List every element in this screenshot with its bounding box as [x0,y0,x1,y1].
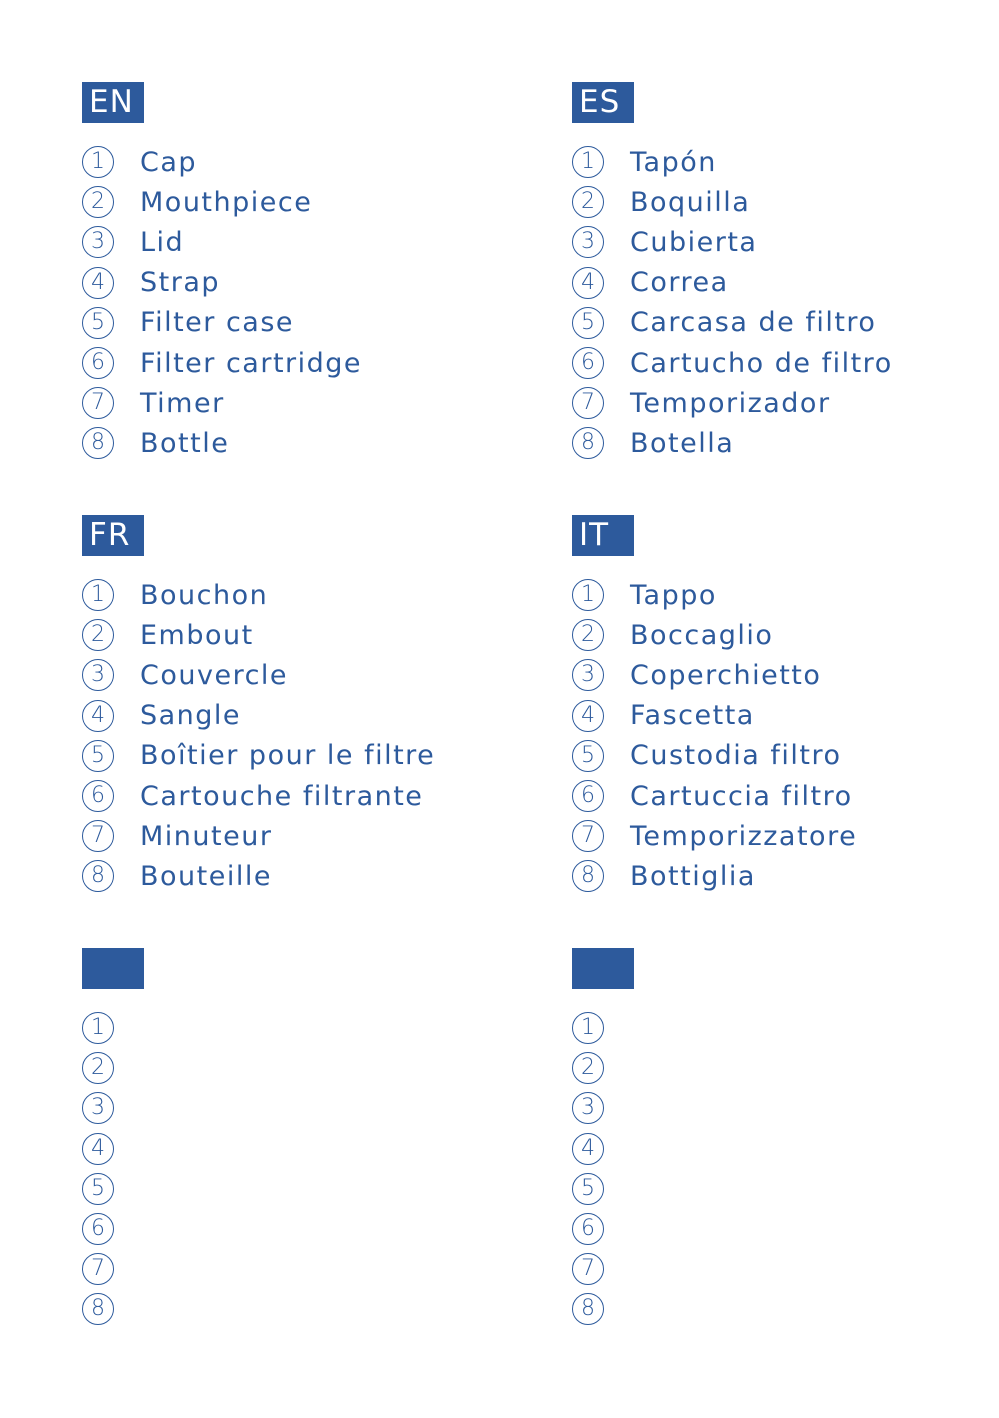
number-circle-icon: 5 [572,307,604,339]
number-circle-icon: 5 [572,1173,604,1205]
part-label: Coperchietto [630,659,822,691]
part-label: Boîtier pour le filtre [140,740,436,772]
list-item [572,736,857,776]
number-circle-icon: 3 [572,226,604,258]
number-circle-icon: 2 [82,619,114,651]
list-item [572,1008,630,1048]
language-badge [82,948,144,989]
language-badge: IT [572,515,634,556]
number-circle-icon: 8 [572,860,604,892]
part-label: Strap [140,267,221,299]
number-circle-icon: 2 [572,186,604,218]
number-circle-icon: 2 [572,619,604,651]
part-label: Filter cartridge [140,347,363,379]
number-circle-icon: 6 [572,347,604,379]
list-item [82,736,435,776]
number-circle-icon: 2 [82,186,114,218]
number-circle-icon: 6 [572,780,604,812]
list-item [572,423,893,463]
list-item [82,423,362,463]
number-circle-icon: 7 [572,820,604,852]
list-item [82,383,362,423]
list-item [572,263,893,303]
number-circle-icon: 4 [82,700,114,732]
number-circle-icon: 7 [82,387,114,419]
list-item [82,343,362,383]
number-circle-icon: 3 [82,1092,114,1124]
part-label: Embout [140,619,254,651]
part-label: Temporizzatore [630,820,858,852]
list-item [82,615,435,655]
list-item [572,343,893,383]
list-item [82,1289,140,1329]
part-label: Botella [630,427,735,459]
number-circle-icon: 5 [82,307,114,339]
parts-list [572,142,893,464]
number-circle-icon: 1 [572,146,604,178]
language-badge: ES [572,82,634,123]
part-label: Custodia filtro [630,740,842,772]
part-label: Timer [140,387,225,419]
part-label: Filter case [140,307,295,339]
number-circle-icon: 3 [572,1092,604,1124]
list-item [572,1169,630,1209]
part-label: Bouteille [140,860,272,892]
list-item [82,142,362,182]
list-item [82,303,362,343]
part-label: Bouchon [140,579,269,611]
number-circle-icon: 5 [572,740,604,772]
list-item [82,856,435,896]
list-item [82,655,435,695]
parts-list [82,575,435,897]
language-badge [572,948,634,989]
number-circle-icon: 1 [82,1012,114,1044]
list-item [82,1169,140,1209]
parts-list [572,1008,630,1330]
list-item [572,615,857,655]
number-circle-icon: 7 [572,387,604,419]
part-label: Minuteur [140,820,273,852]
part-label: Temporizador [630,387,831,419]
number-circle-icon: 6 [82,780,114,812]
list-item [82,816,435,856]
part-label: Lid [140,226,185,258]
number-circle-icon: 1 [82,146,114,178]
part-label: Mouthpiece [140,186,313,218]
list-item [572,1129,630,1169]
part-label: Sangle [140,700,242,732]
list-item [82,1129,140,1169]
list-item [82,222,362,262]
list-item [82,1088,140,1128]
number-circle-icon: 6 [572,1213,604,1245]
number-circle-icon: 1 [572,1012,604,1044]
part-label: Fascetta [630,700,755,732]
part-label: Bottle [140,427,230,459]
number-circle-icon: 1 [572,579,604,611]
parts-list [82,142,362,464]
list-item [82,1249,140,1289]
parts-list [572,575,857,897]
list-item [572,1048,630,1088]
list-item [82,776,435,816]
language-badge: FR [82,515,144,556]
part-label: Bottiglia [630,860,756,892]
number-circle-icon: 3 [82,226,114,258]
list-item [572,222,893,262]
number-circle-icon: 2 [82,1052,114,1084]
list-item [572,1289,630,1329]
number-circle-icon: 8 [572,427,604,459]
number-circle-icon: 2 [572,1052,604,1084]
number-circle-icon: 4 [572,700,604,732]
list-item [572,182,893,222]
part-label: Tapón [630,146,717,178]
list-item [572,655,857,695]
list-item [572,383,893,423]
list-item [572,142,893,182]
number-circle-icon: 6 [82,347,114,379]
part-label: Cartucho de filtro [630,347,893,379]
list-item [572,1209,630,1249]
number-circle-icon: 8 [82,427,114,459]
list-item [82,182,362,222]
part-label: Carcasa de filtro [630,307,877,339]
list-item [572,696,857,736]
number-circle-icon: 3 [82,659,114,691]
parts-list [82,1008,140,1330]
number-circle-icon: 7 [82,1253,114,1285]
number-circle-icon: 8 [82,1293,114,1325]
list-item [82,575,435,615]
list-item [82,1008,140,1048]
number-circle-icon: 5 [82,740,114,772]
list-item [82,1209,140,1249]
number-circle-icon: 1 [82,579,114,611]
number-circle-icon: 4 [82,267,114,299]
part-label: Boccaglio [630,619,774,651]
number-circle-icon: 6 [82,1213,114,1245]
part-label: Boquilla [630,186,751,218]
number-circle-icon: 3 [572,659,604,691]
list-item [572,856,857,896]
part-label: Cubierta [630,226,758,258]
list-item [572,776,857,816]
list-item [82,696,435,736]
language-badge: EN [82,82,144,123]
number-circle-icon: 5 [82,1173,114,1205]
part-label: Cartouche filtrante [140,780,424,812]
part-label: Cap [140,146,198,178]
list-item [572,1249,630,1289]
number-circle-icon: 7 [82,820,114,852]
number-circle-icon: 4 [82,1133,114,1165]
number-circle-icon: 4 [572,267,604,299]
list-item [572,816,857,856]
list-item [82,1048,140,1088]
list-item [572,1088,630,1128]
list-item [82,263,362,303]
part-label: Cartuccia filtro [630,780,853,812]
number-circle-icon: 7 [572,1253,604,1285]
list-item [572,303,893,343]
list-item [572,575,857,615]
number-circle-icon: 8 [82,860,114,892]
part-label: Correa [630,267,729,299]
part-label: Tappo [630,579,717,611]
number-circle-icon: 4 [572,1133,604,1165]
part-label: Couvercle [140,659,289,691]
number-circle-icon: 8 [572,1293,604,1325]
